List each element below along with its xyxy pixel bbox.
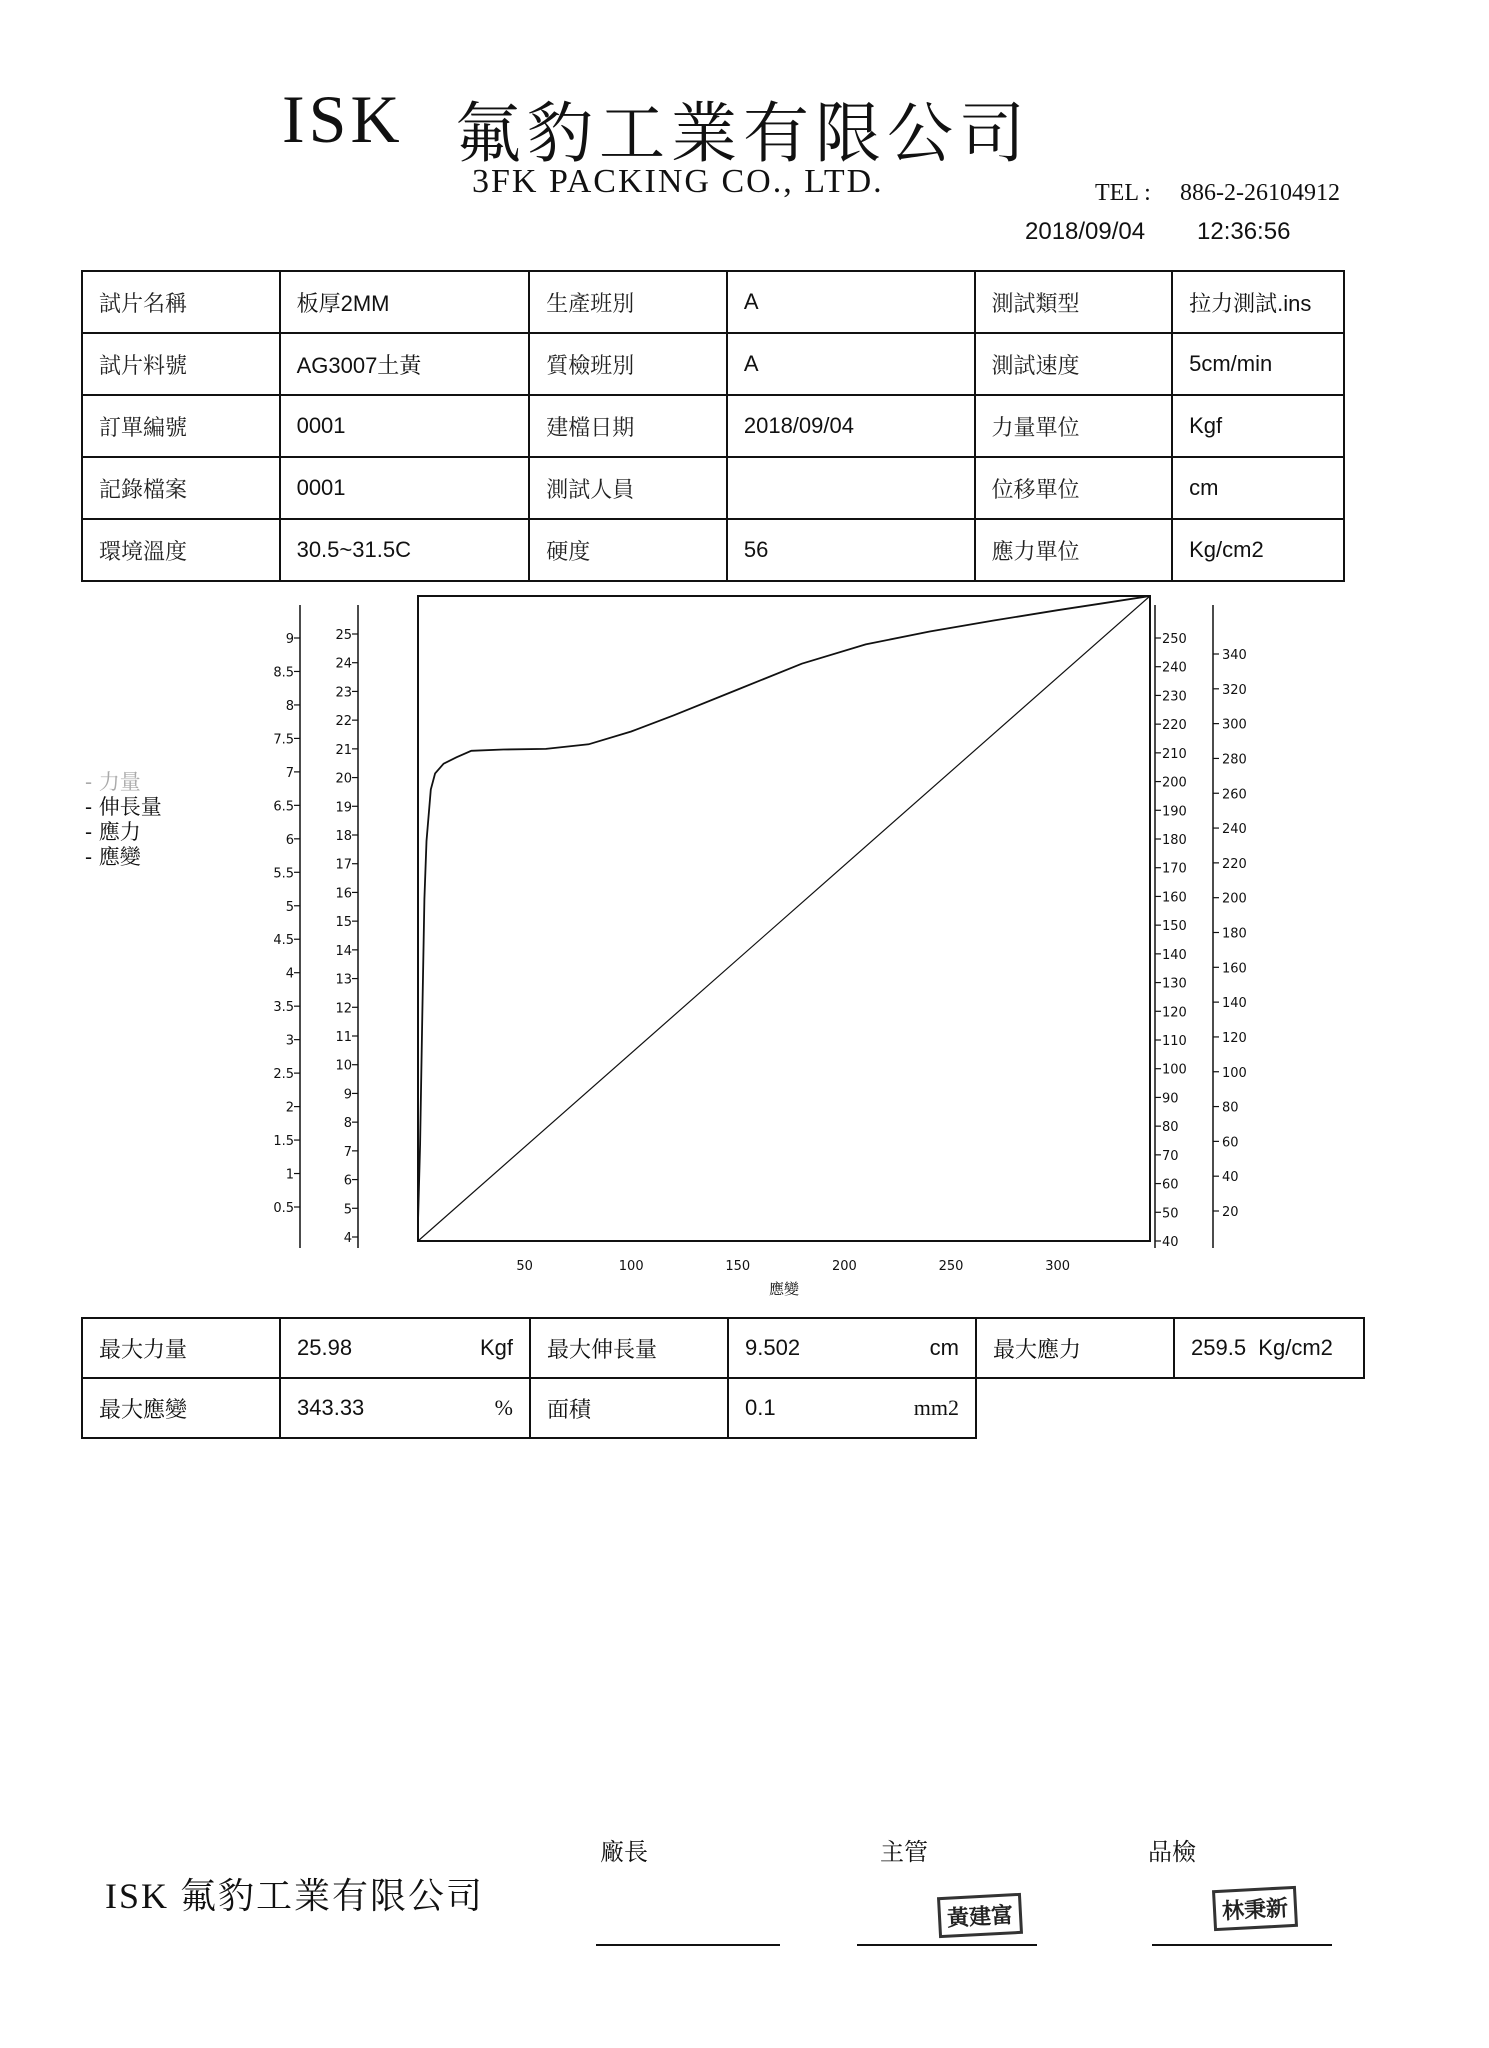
result-value [280,1318,530,1378]
result-label: 最大力量 [82,1318,280,1378]
axis-tick-label: 25 [335,628,352,643]
y-axis-elongation [335,605,358,1248]
legend-item-label: 應變 [98,845,141,869]
series-line [418,596,1150,1222]
axis-tick-label: 7 [343,1144,352,1160]
axis-tick-label: 12 [335,1001,352,1017]
info-value: 拉力測試.ins [1172,271,1344,333]
axis-tick-label: 5.5 [273,866,294,882]
axis-tick-label: 240 [1222,822,1247,838]
axis-tick-label: 280 [1222,752,1247,768]
empty-cell [976,1378,1174,1438]
axis-tick-label: 4 [343,1231,352,1246]
axis-tick-label: 7 [285,765,294,781]
result-value [728,1318,976,1378]
legend-item: - 應力 [85,820,141,844]
info-value: A [727,333,975,395]
x-tick-label: 50 [516,1259,533,1274]
axis-tick-label: 40 [1222,1170,1239,1186]
axis-tick-label: 24 [335,656,352,672]
axis-tick-label: 1 [285,1167,294,1183]
footer-company-name: ISK 氟豹工業有限公司 [105,1876,485,1916]
axis-tick-label: 7.5 [273,732,294,748]
max-elong-unit: cm [929,1335,959,1360]
info-label: 試片名稱 [82,271,280,333]
company-name-zh: 氟豹工業有限公司 [455,98,1031,171]
result-label: 最大應力 [976,1318,1174,1378]
result-label: 面積 [530,1378,728,1438]
sig-label-factory-head: 廠長 [600,1840,648,1866]
info-row [82,271,1344,333]
company-name-en: 3FK PACKING CO., LTD. [472,163,884,200]
axis-tick-label: 190 [1162,804,1187,820]
axis-tick-label: 180 [1162,833,1187,848]
x-axis-label: 應變 [768,1280,800,1298]
axis-tick-label: 19 [335,800,352,816]
axis-tick-label: 18 [335,829,352,844]
result-value [728,1378,976,1438]
axis-tick-label: 340 [1222,648,1247,663]
axis-tick-label: 10 [335,1058,352,1074]
x-tick-label: 100 [618,1259,644,1274]
legend-item: - 伸長量 [85,795,162,819]
stamp-manager: 黃建富 [937,1893,1023,1938]
info-value: A [727,271,975,333]
specimen-info-table [81,270,1345,582]
report-time: 12:36:56 [1197,218,1291,245]
axis-tick-label: 2 [285,1100,294,1116]
info-label: 建檔日期 [529,395,727,457]
axis-tick-label: 80 [1222,1100,1239,1116]
tel-value: 886-2-26104912 [1180,180,1340,206]
legend-item-label: 力量 [98,770,141,794]
sig-line-manager [857,1944,1037,1946]
info-row [82,519,1344,581]
results-table [81,1317,1365,1439]
sig-line-qc [1152,1944,1332,1946]
axis-tick-label: 260 [1222,787,1247,803]
axis-tick-label: 90 [1162,1091,1179,1107]
axis-tick-label: 6 [285,832,294,848]
legend-item-label: 伸長量 [98,795,162,819]
info-label: 力量單位 [975,395,1173,457]
y-axis-strain [1213,605,1247,1248]
axis-tick-label: 22 [335,714,352,730]
tel-label: TEL : [1095,180,1151,206]
axis-tick-label: 60 [1222,1135,1239,1151]
axis-tick-label: 9 [285,632,294,647]
info-label: 硬度 [529,519,727,581]
results-row [82,1318,1364,1378]
axis-tick-label: 140 [1222,996,1247,1012]
info-value: AG3007土黃 [280,333,530,395]
max-force-unit: Kgf [479,1335,513,1360]
axis-tick-label: 15 [335,915,352,931]
info-row [82,333,1344,395]
axis-tick-label: 170 [1162,861,1187,877]
info-row [82,395,1344,457]
area-unit: mm2 [913,1395,959,1420]
axis-tick-label: 0.5 [273,1201,294,1216]
axis-tick-label: 300 [1222,717,1247,733]
info-label: 測試人員 [529,457,727,519]
axis-tick-label: 21 [335,742,352,758]
axis-tick-label: 3.5 [273,1000,294,1016]
axis-tick-label: 13 [335,972,352,988]
y-axis-force [273,605,300,1248]
x-tick-label: 300 [1045,1259,1071,1274]
axis-tick-label: 11 [335,1030,352,1045]
axis-tick-label: 240 [1162,660,1187,676]
series-layer [418,596,1150,1241]
axis-tick-label: 160 [1162,890,1187,906]
max-strain-unit: % [494,1395,513,1420]
info-value: Kgf [1172,395,1344,457]
info-label: 環境溫度 [82,519,280,581]
max-stress-unit: Kg/cm2 [1258,1335,1333,1360]
series-line [418,596,1150,1241]
axis-tick-label: 6.5 [273,799,294,815]
info-value [727,457,975,519]
sig-label-qc: 品檢 [1148,1840,1196,1866]
result-value [280,1378,530,1438]
stress-strain-chart [0,590,1489,1310]
axis-tick-label: 9 [343,1087,352,1103]
axis-tick-label: 320 [1222,682,1247,698]
result-label: 最大伸長量 [530,1318,728,1378]
info-value: 2018/09/04 [727,395,975,457]
axis-tick-label: 130 [1162,976,1187,992]
info-value: 30.5~31.5C [280,519,530,581]
empty-cell [1174,1378,1364,1438]
info-row [82,457,1344,519]
info-label: 記錄檔案 [82,457,280,519]
info-label: 位移單位 [975,457,1173,519]
axis-tick-label: 2.5 [273,1067,294,1083]
axis-tick-label: 3 [285,1033,294,1049]
axis-tick-label: 80 [1162,1120,1179,1136]
axis-tick-label: 150 [1162,919,1187,935]
area-value: 0.1 [745,1395,776,1420]
x-tick-label: 250 [938,1259,964,1274]
legend-item: - 應變 [85,845,141,869]
axis-tick-label: 5 [285,899,294,915]
axis-tick-label: 20 [1222,1205,1239,1220]
axis-tick-label: 200 [1162,775,1187,791]
axis-tick-label: 1.5 [273,1134,294,1150]
info-label: 訂單編號 [82,395,280,457]
sig-label-manager: 主管 [880,1840,928,1866]
max-elong-value: 9.502 [745,1335,801,1360]
max-force-value: 25.98 [297,1335,353,1360]
axis-tick-label: 6 [343,1173,352,1189]
max-strain-value: 343.33 [297,1395,365,1420]
axis-tick-label: 5 [343,1202,352,1218]
axis-tick-label: 160 [1222,961,1247,977]
axis-tick-label: 70 [1162,1148,1179,1164]
axis-tick-label: 120 [1162,1005,1187,1021]
stamp-qc: 林秉新 [1212,1886,1298,1931]
info-label: 測試速度 [975,333,1173,395]
axis-tick-label: 4.5 [273,933,294,949]
axis-tick-label: 60 [1162,1177,1179,1193]
info-label: 應力單位 [975,519,1173,581]
info-label: 質檢班別 [529,333,727,395]
axis-tick-label: 110 [1162,1034,1187,1049]
axis-tick-label: 140 [1162,947,1187,963]
axis-tick-label: 200 [1222,891,1247,907]
info-label: 試片料號 [82,333,280,395]
axis-tick-label: 8 [285,698,294,714]
axis-tick-label: 23 [335,685,352,701]
max-stress-value: 259.5 [1191,1335,1247,1360]
y-axis-stress [1155,605,1187,1250]
axis-tick-label: 210 [1162,746,1187,762]
axis-tick-label: 230 [1162,689,1187,705]
axis-tick-label: 220 [1222,856,1247,872]
legend-item-label: 應力 [98,820,141,844]
axis-tick-label: 14 [335,943,352,959]
info-label: 生產班別 [529,271,727,333]
info-value: cm [1172,457,1344,519]
info-value: 56 [727,519,975,581]
info-value: 板厚2MM [280,271,530,333]
axis-tick-label: 180 [1222,926,1247,942]
x-axis [516,1259,1070,1274]
axis-tick-label: 8.5 [273,665,294,681]
axis-tick-label: 50 [1162,1206,1179,1222]
axis-tick-label: 4 [285,966,294,982]
axis-tick-label: 20 [335,771,352,787]
x-tick-label: 150 [725,1259,751,1274]
axis-tick-label: 8 [343,1116,352,1132]
axis-tick-label: 17 [335,857,352,873]
axis-tick-label: 220 [1162,718,1187,734]
results-row [82,1378,1364,1438]
info-value: 0001 [280,457,530,519]
result-value [1174,1318,1364,1378]
result-label: 最大應變 [82,1378,280,1438]
sig-line-factory-head [596,1944,780,1946]
company-en-short: ISK [282,81,404,157]
info-value: 0001 [280,395,530,457]
x-tick-label: 200 [831,1259,857,1274]
axis-tick-label: 100 [1162,1062,1187,1078]
axis-tick-label: 100 [1222,1065,1247,1081]
info-value: 5cm/min [1172,333,1344,395]
axis-tick-label: 40 [1162,1235,1179,1250]
axis-tick-label: 120 [1222,1030,1247,1046]
axis-tick-label: 250 [1162,632,1187,647]
legend-item: - 力量 [85,770,141,794]
report-date: 2018/09/04 [1025,218,1146,245]
info-label: 測試類型 [975,271,1173,333]
info-value: Kg/cm2 [1172,519,1344,581]
axis-tick-label: 16 [335,886,352,902]
